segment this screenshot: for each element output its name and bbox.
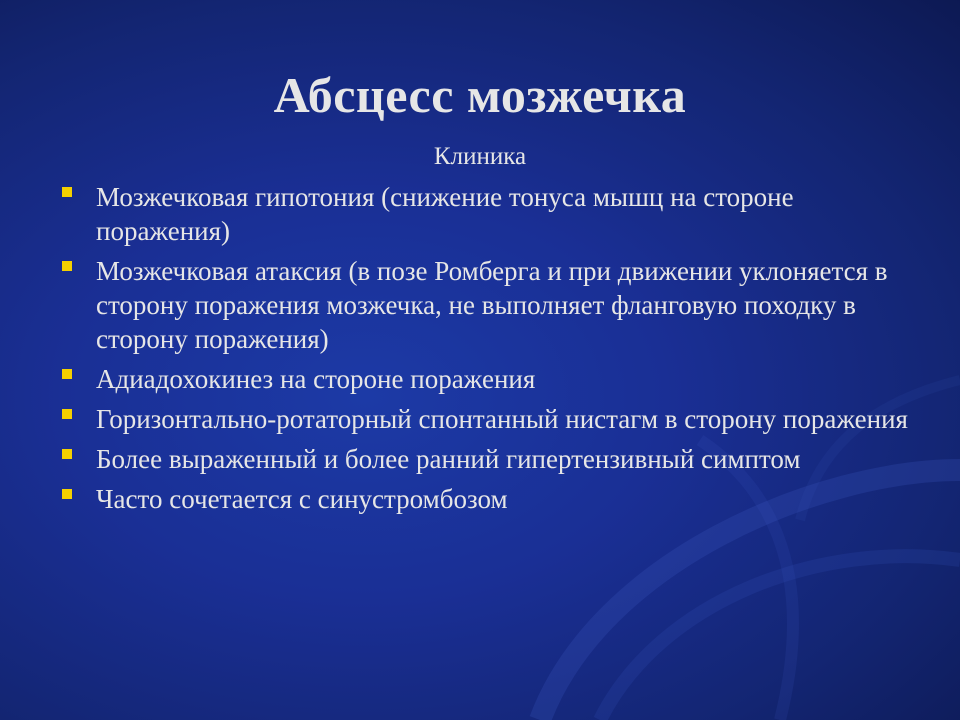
square-bullet-icon	[62, 369, 72, 379]
square-bullet-icon	[62, 489, 72, 499]
bullet-item	[60, 402, 920, 436]
bullet-text: Мозжечковая гипотония (снижение тонуса мышц на стороне поражения)	[96, 182, 794, 246]
slide-title: Абсцесс мозжечка	[273, 67, 687, 123]
square-bullet-icon	[62, 409, 72, 419]
bullet-text: Часто сочетается с синустромбозом	[96, 484, 508, 514]
bullet-list	[60, 180, 920, 522]
bullet-text: Адиадохокинез на стороне поражения	[96, 364, 536, 394]
bullet-item	[60, 442, 920, 476]
bullet-item	[60, 362, 920, 396]
bullet-item	[60, 180, 920, 248]
slide-subtitle: Клиника	[433, 143, 527, 170]
bullet-item	[60, 254, 920, 356]
square-bullet-icon	[62, 449, 72, 459]
bullet-text: Мозжечковая атаксия (в позе Ромберга и при движении уклоняется в сторону поражения мозжечка, не выполняет фланговую походку в сторону поражения)	[96, 256, 888, 354]
square-bullet-icon	[62, 261, 72, 271]
bullet-text: Горизонтально-ротаторный спонтанный нистагм в сторону поражения	[96, 404, 908, 434]
bullet-text: Более выраженный и более ранний гипертензивный симптом	[96, 444, 801, 474]
square-bullet-icon	[62, 187, 72, 197]
bullet-item	[60, 482, 920, 516]
